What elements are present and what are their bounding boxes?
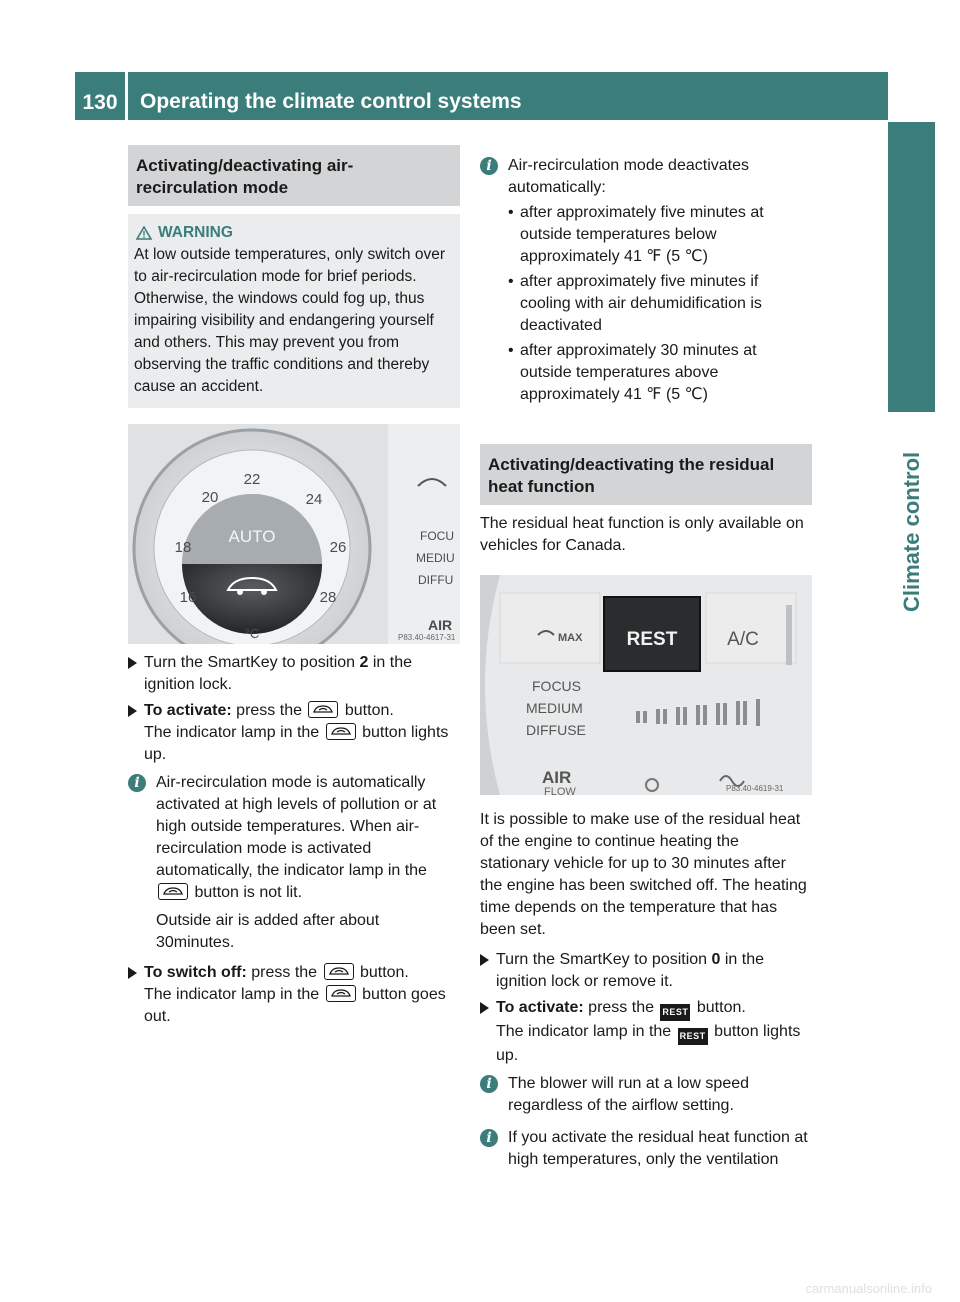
info-icon: i	[128, 774, 146, 792]
footer-url: carmanualsonline.info	[805, 1281, 932, 1296]
warning-text: At low outside temperatures, only switch over to air-recirculation mode for brief periods. Otherwise, the windows could fog up, thus impairing visibility and endangering yourself and others. This may prevent you from observing the traffic conditions and thereby cause an accident.	[134, 246, 445, 395]
step-arrow-icon	[480, 1002, 489, 1014]
step-switch-off: To switch off: press the button. The indicator lamp in the button goes out.	[128, 962, 460, 1028]
rest-button-icon: REST	[660, 1004, 690, 1021]
recirculation-button-icon	[308, 701, 338, 718]
info-icon: i	[480, 1129, 498, 1147]
residual-heat-paragraph: It is possible to make use of the residual heat of the engine to continue heating the stationary vehicle for up to 30 minutes after the engine has been switched off. The heating time depends on the temperature that has been set.	[480, 811, 807, 938]
recirculation-button-icon	[324, 963, 354, 980]
label-diffuse: DIFFU	[418, 573, 454, 587]
label-medium: MEDIUM	[526, 700, 583, 716]
photo-code: P83.40-4619-31	[726, 784, 784, 793]
temp-20: 20	[201, 489, 219, 506]
auto-label: AUTO	[228, 527, 276, 546]
label-air: AIR	[542, 768, 572, 787]
right-column	[480, 145, 812, 1171]
rest-panel-illustration	[480, 575, 812, 795]
info-high-temp: i If you activate the residual heat function at high temperatures, only the ventilation	[480, 1127, 812, 1171]
label-focus: FOCUS	[532, 678, 581, 694]
info-outside-air: Outside air is added after about 30minutes.	[156, 912, 380, 951]
info-blower: i The blower will run at a low speed regardless of the airflow setting.	[480, 1073, 812, 1117]
bullet-item: • after approximately five minutes if cooling with air dehumidification is deactivated	[508, 271, 812, 337]
photo-code: P83.40-4617-31	[398, 633, 456, 642]
max-label: MAX	[558, 632, 583, 644]
warning-heading: WARNING	[136, 222, 454, 244]
climate-dial-illustration	[128, 424, 460, 644]
label-focus: FOCU	[420, 529, 454, 543]
unit-label: °C	[244, 626, 260, 641]
heading-residual-heat: Activating/deactivating the residual heat function	[480, 444, 812, 505]
rest-label: REST	[626, 629, 678, 650]
warning-box	[128, 214, 460, 408]
temp-28: 28	[319, 589, 337, 606]
temp-18: 18	[174, 539, 192, 556]
label-air: AIR	[428, 617, 453, 633]
page-number: 130	[75, 72, 125, 120]
temp-26: 26	[329, 539, 347, 556]
info-auto-activation: i Air-recirculation mode is automatically activated at high levels of pollution or at high outside temperatures. When air-recirculation mode is activated automatically, the indicator lamp in the button is not lit. Outside air is added after about 30minutes.	[128, 772, 460, 954]
warning-icon	[136, 226, 152, 240]
temp-16: 16	[179, 589, 197, 606]
climate-panel-photo	[128, 424, 460, 644]
step-turn-key: Turn the SmartKey to position 2 in the ignition lock.	[128, 652, 460, 696]
info-icon: i	[480, 1075, 498, 1093]
side-label: Climate control	[898, 451, 924, 612]
section-title: Operating the climate control systems	[128, 72, 888, 120]
bullet-item: • after approximately five minutes at outside temperatures below approximately 41 ℉ (5 ℃)	[508, 202, 812, 268]
step-activate: To activate: press the button. The indicator lamp in the button lights up.	[128, 700, 460, 766]
side-tab	[888, 122, 935, 412]
step-arrow-icon	[480, 954, 489, 966]
heading-air-recirculation: Activating/deactivating air-recirculation mode	[128, 145, 460, 206]
recirculation-button-icon	[326, 985, 356, 1002]
step-arrow-icon	[128, 705, 137, 717]
recirculation-button-icon	[326, 723, 356, 740]
temp-22: 22	[243, 471, 261, 488]
rest-button-icon: REST	[678, 1028, 708, 1045]
ac-label: A/C	[727, 629, 759, 650]
info-auto-deactivation: i Air-recirculation mode deactivates automatically: • after approximately five minutes at outside temperatures below approximately 41 ℉ (5 ℃) • after approximately five minutes if cooling with air dehumidification is deactivated • after approximately 30 minutes at outside temperatures above approximately 41 ℉ (5 ℃)	[480, 155, 812, 406]
info-icon: i	[480, 157, 498, 175]
intro-text: The residual heat function is only available on vehicles for Canada.	[480, 515, 804, 554]
recirculation-button-icon	[158, 883, 188, 900]
step-activate-rest: To activate: press the REST button. The indicator lamp in the REST button lights up.	[480, 997, 812, 1067]
bullet-item: • after approximately 30 minutes at outside temperatures above approximately 41 ℉ (5 ℃)	[508, 340, 812, 406]
label-medium: MEDIU	[416, 551, 455, 565]
rest-panel-photo	[480, 575, 812, 795]
step-turn-key-0: Turn the SmartKey to position 0 in the ignition lock or remove it.	[480, 949, 812, 993]
label-diffuse: DIFFUSE	[526, 722, 586, 738]
step-arrow-icon	[128, 967, 137, 979]
step-arrow-icon	[128, 657, 137, 669]
label-flow: FLOW	[544, 786, 576, 795]
left-column	[128, 145, 460, 1028]
temp-24: 24	[305, 491, 323, 508]
